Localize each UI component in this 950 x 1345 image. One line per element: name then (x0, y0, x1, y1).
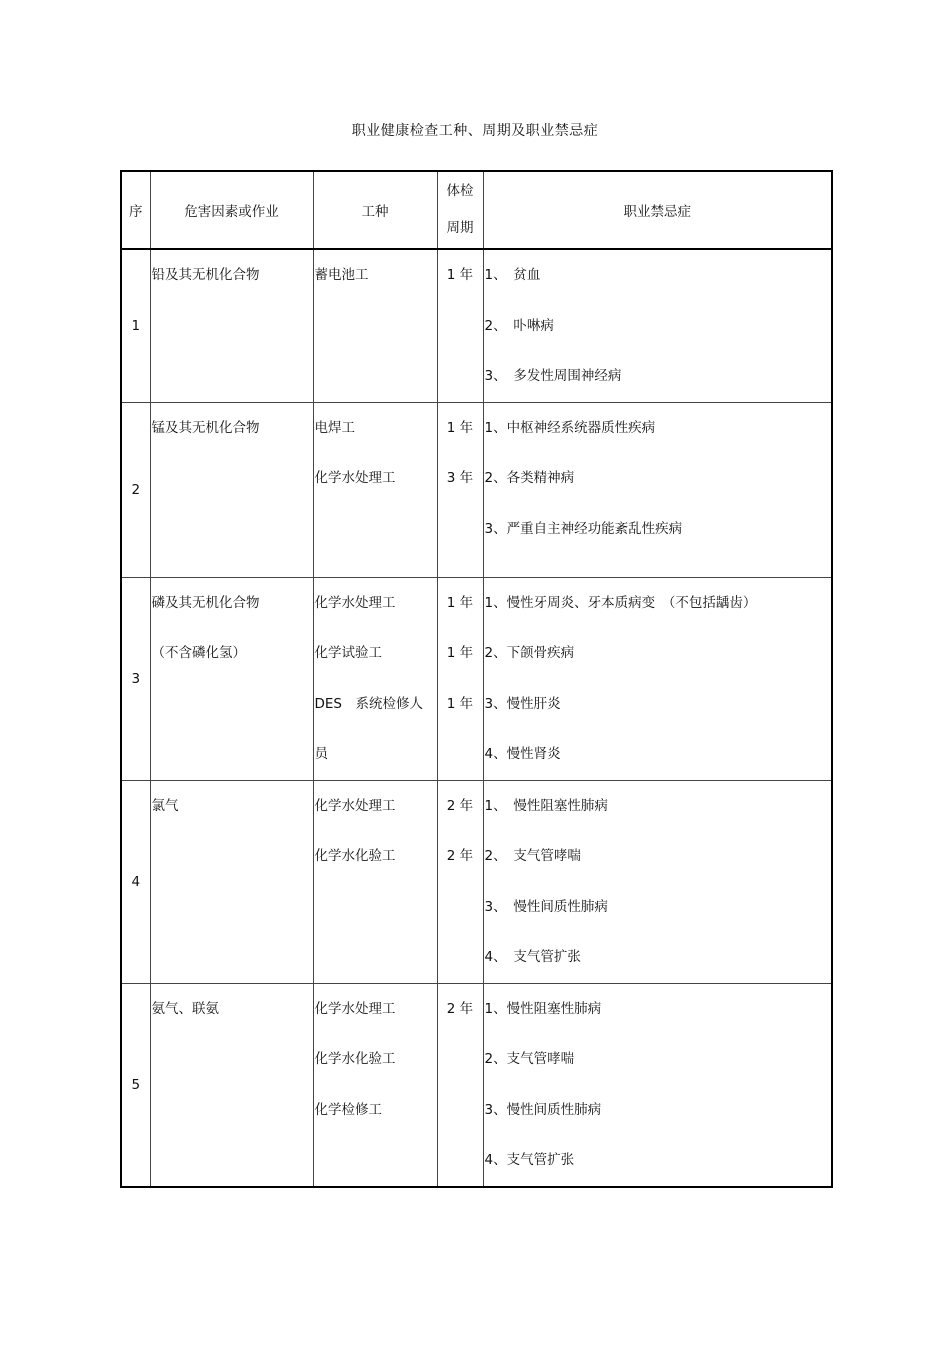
row-jobs (313, 780, 437, 983)
header-period (437, 171, 483, 249)
row-factor-line: 氯气 (151, 797, 179, 814)
row-seq: 3 (121, 577, 150, 780)
header-factor: 危害因素或作业 (150, 171, 313, 249)
row-contraindications (483, 249, 832, 402)
table-row (121, 780, 832, 983)
row-periods-line: 1 年 (446, 695, 474, 712)
row-contraindications-line: 1、 慢性阻塞性肺病 (484, 797, 608, 814)
row-contraindications-line: 1、慢性牙周炎、牙本质病变 （不包括龋齿） (484, 594, 757, 611)
row-jobs-line: 化学水处理工 (314, 797, 396, 814)
row-factor (150, 983, 313, 1187)
table-row (121, 249, 832, 402)
row-periods (437, 780, 483, 983)
row-seq: 4 (121, 780, 150, 983)
row-factor (150, 577, 313, 780)
row-periods-line: 2 年 (446, 848, 474, 864)
row-contraindications-line: 2、 卟啉病 (484, 317, 554, 334)
row-jobs-line: DES 系统检修人 (314, 695, 423, 712)
row-contraindications-line: 2、各类精神病 (484, 470, 575, 486)
row-contraindications (483, 983, 832, 1187)
row-periods (437, 402, 483, 577)
row-factor (150, 249, 313, 402)
row-jobs (313, 577, 437, 780)
row-factor-line: 磷及其无机化合物 (151, 594, 260, 611)
row-contraindications (483, 402, 832, 577)
header-job: 工种 (313, 171, 437, 249)
row-factor-line: 锰及其无机化合物 (151, 419, 260, 436)
row-contraindications-line: 2、下颌骨疾病 (484, 645, 575, 661)
row-factor (150, 402, 313, 577)
header-contraindications: 职业禁忌症 (483, 171, 832, 249)
row-jobs (313, 983, 437, 1187)
row-contraindications-line: 4、慢性肾炎 (484, 746, 561, 762)
row-jobs-line: 蓄电池工 (314, 267, 369, 283)
row-jobs-line: 化学水处理工 (314, 594, 396, 611)
row-periods-line: 2 年 (446, 1000, 474, 1017)
row-contraindications (483, 780, 832, 983)
row-contraindications-line: 2、 支气管哮喘 (484, 848, 581, 864)
table-header-row (121, 171, 832, 249)
row-factor-line: 铅及其无机化合物 (151, 267, 260, 283)
row-factor-line: 氨气、联氨 (151, 1000, 219, 1017)
row-jobs-line: 化学水处理工 (314, 470, 396, 486)
row-contraindications-line: 3、慢性间质性肺病 (484, 1101, 602, 1118)
row-periods (437, 983, 483, 1187)
row-contraindications-line: 1、中枢神经系统器质性疾病 (484, 419, 656, 436)
header-seq: 序 (121, 171, 150, 249)
row-periods (437, 577, 483, 780)
row-contraindications-line: 3、 慢性间质性肺病 (484, 898, 608, 915)
row-periods-line: 1 年 (446, 419, 474, 436)
row-contraindications (483, 577, 832, 780)
row-jobs (313, 402, 437, 577)
row-periods-line: 1 年 (446, 645, 474, 661)
row-contraindications-line: 2、支气管哮喘 (484, 1051, 575, 1067)
row-contraindications-line: 4、 支气管扩张 (484, 949, 581, 965)
row-periods-line: 2 年 (446, 797, 474, 814)
table-row (121, 983, 832, 1187)
row-contraindications-line: 1、慢性阻塞性肺病 (484, 1000, 602, 1017)
row-jobs (313, 249, 437, 402)
row-jobs-line: 电焊工 (314, 419, 355, 436)
row-contraindications-line: 3、慢性肝炎 (484, 695, 561, 712)
row-factor-line: （不含磷化氢） (151, 645, 246, 661)
row-contraindications-line: 3、严重自主神经功能紊乱性疾病 (484, 520, 683, 537)
row-jobs-line: 化学水处理工 (314, 1000, 396, 1017)
health-check-table (120, 170, 833, 1188)
row-periods (437, 249, 483, 402)
row-jobs-line: 化学检修工 (314, 1101, 382, 1118)
row-seq: 2 (121, 402, 150, 577)
row-seq: 1 (121, 249, 150, 402)
row-periods-line: 3 年 (446, 470, 474, 486)
row-contraindications-line: 4、支气管扩张 (484, 1152, 575, 1168)
row-seq: 5 (121, 983, 150, 1187)
table-row (121, 402, 832, 577)
header-period-line2: 周期 (446, 220, 474, 236)
row-contraindications-line: 1、 贫血 (484, 267, 541, 283)
row-jobs-line: 化学试验工 (314, 645, 382, 661)
document-title: 职业健康检查工种、周期及职业禁忌症 (351, 123, 599, 139)
row-periods-line: 1 年 (446, 594, 474, 611)
row-jobs-line: 化学水化验工 (314, 1051, 396, 1067)
row-factor (150, 780, 313, 983)
header-period-line1: 体检 (446, 183, 474, 199)
table-row (121, 577, 832, 780)
row-periods-line: 1 年 (446, 267, 474, 283)
row-jobs-line: 化学水化验工 (314, 848, 396, 864)
row-contraindications-line: 3、 多发性周围神经病 (484, 368, 622, 384)
row-jobs-line: 员 (314, 746, 328, 762)
